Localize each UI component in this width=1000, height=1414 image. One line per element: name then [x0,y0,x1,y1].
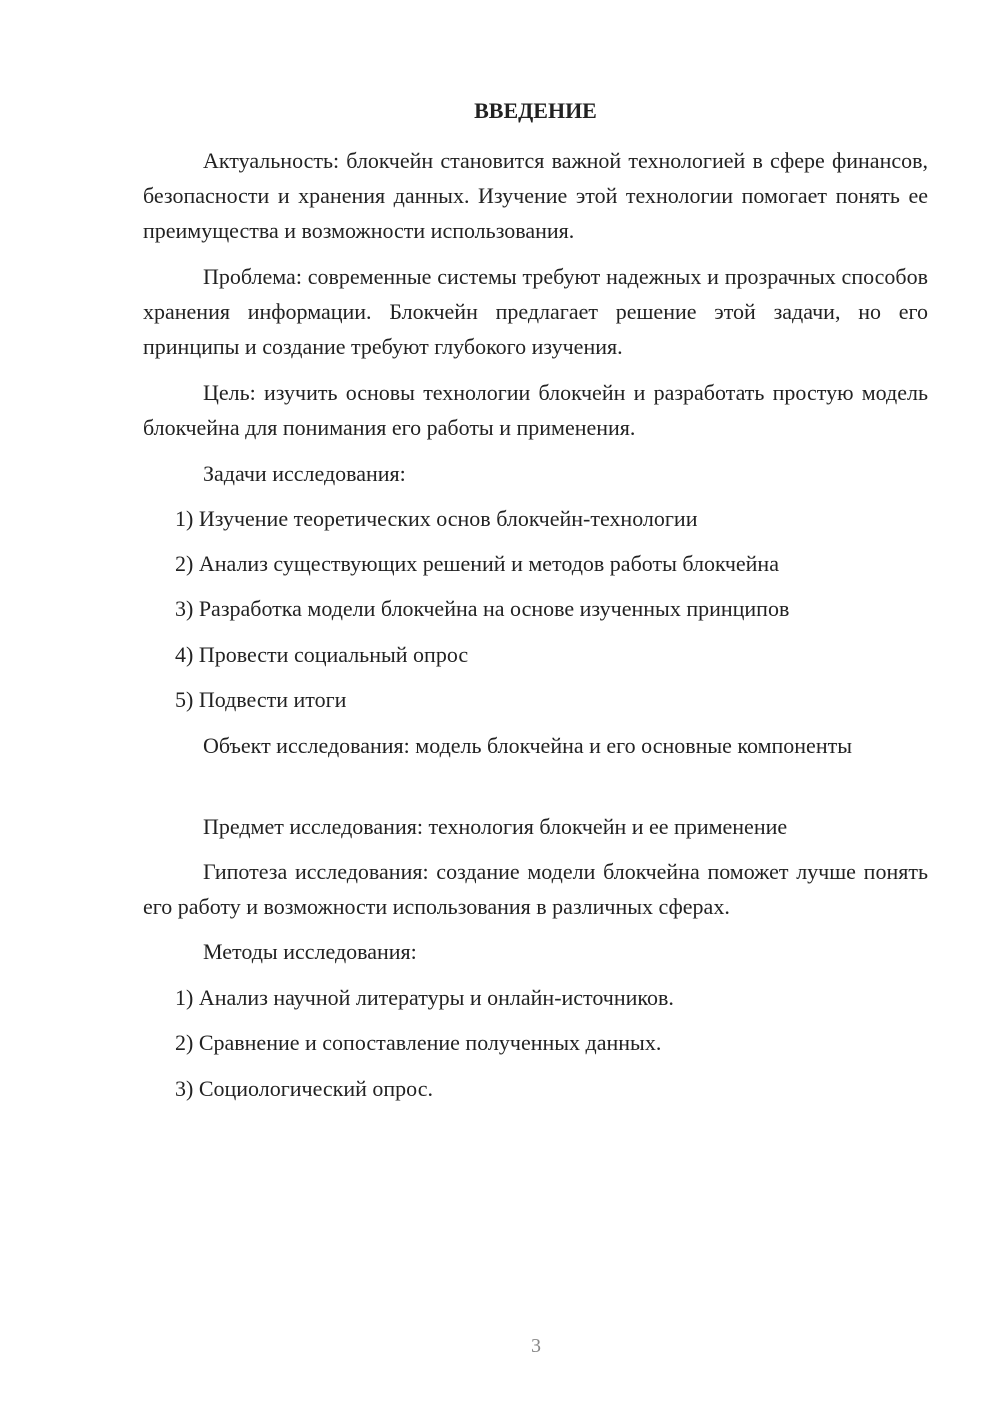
method-item: 3) Социологический опрос. [175,1076,433,1101]
page-title: ВВЕДЕНИЕ [474,98,597,123]
hypothesis-paragraph: Гипотеза исследования: создание модели блокчейна поможет лучше понять его работу и возможности использования в различных сферах. [143,859,928,919]
tasks-title: Задачи исследования: [203,461,406,486]
task-item: 4) Провести социальный опрос [175,642,469,667]
task-item: 2) Анализ существующих решений и методов работы блокчейна [175,551,779,576]
task-item: 3) Разработка модели блокчейна на основе изученных принципов [175,596,790,621]
page-number: 3 [531,1335,541,1357]
method-item: 2) Сравнение и сопоставление полученных данных. [175,1030,662,1055]
methods-title: Методы исследования: [203,939,417,964]
goal-paragraph: Цель: изучить основы технологии блокчейн и разработать простую модель блокчейна для понимания его работы и применения. [143,380,928,440]
problem-paragraph: Проблема: современные системы требуют надежных и прозрачных способов хранения информации. Блокчейн предлагает решение этой задачи, но его принципы и создание требуют глубокого изучения. [143,264,928,359]
subject-paragraph: Предмет исследования: технология блокчейн и ее применение [203,814,788,839]
method-item: 1) Анализ научной литературы и онлайн-источников. [175,985,674,1010]
relevance-paragraph: Актуальность: блокчейн становится важной технологией в сфере финансов, безопасности и хранения данных. Изучение этой технологии помогает понять ее преимущества и возможности использования. [143,148,928,243]
task-item: 1) Изучение теоретических основ блокчейн-технологии [175,506,698,531]
object-paragraph: Объект исследования: модель блокчейна и его основные компоненты [203,733,852,758]
task-item: 5) Подвести итоги [175,687,347,712]
